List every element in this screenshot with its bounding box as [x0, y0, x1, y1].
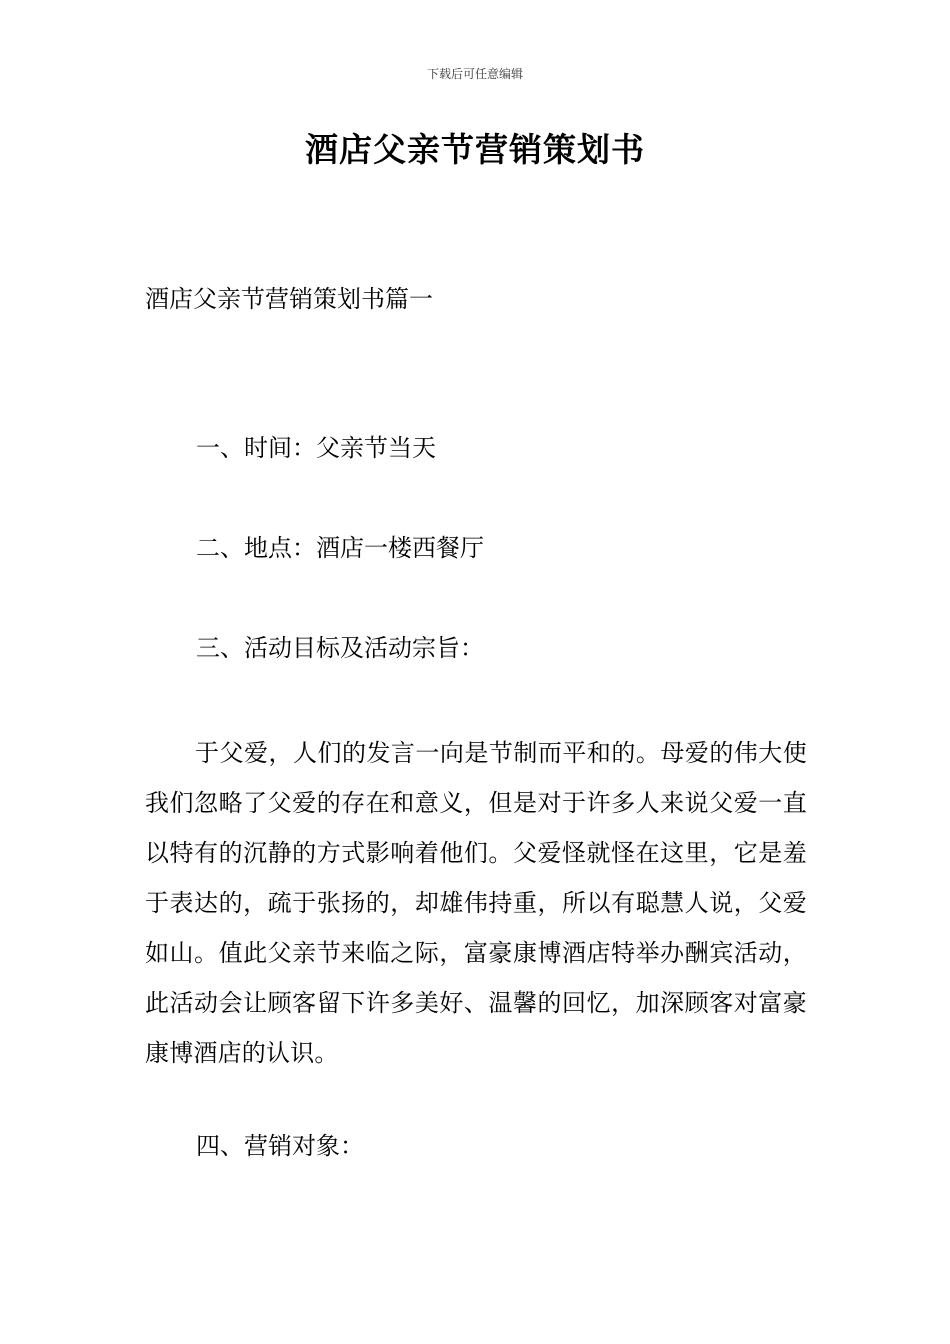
document-title: 酒店父亲节营销策划书 — [305, 130, 645, 169]
item-location: 二、地点：酒店一楼西餐厅 — [196, 534, 484, 562]
item-target: 四、营销对象： — [196, 1132, 364, 1160]
item-goal: 三、活动目标及活动宗旨： — [196, 634, 484, 662]
header-note: 下载后可任意编辑 — [426, 67, 523, 81]
item-time: 一、时间：父亲节当天 — [196, 434, 436, 462]
goal-paragraph: 于父爱，人们的发言一向是节制而平和的。母爱的伟大使我们忽略了父爱的存在和意义，但是对于许多人来说父爱一直以特有的沉静的方式影响着他们。父爱怪就怪在这里，它是羞于表达的，疏于张扬的，却雄伟持重，所以有聪慧人说，父爱如山。值此父亲节来临之际，富豪康博酒店特举办酬宾活动，此活动会让顾客留下许多美好、温馨的回忆，加深顾客对富豪康博酒店的认识。 — [145, 739, 807, 1067]
section-subtitle: 酒店父亲节营销策划书篇一 — [145, 285, 433, 313]
